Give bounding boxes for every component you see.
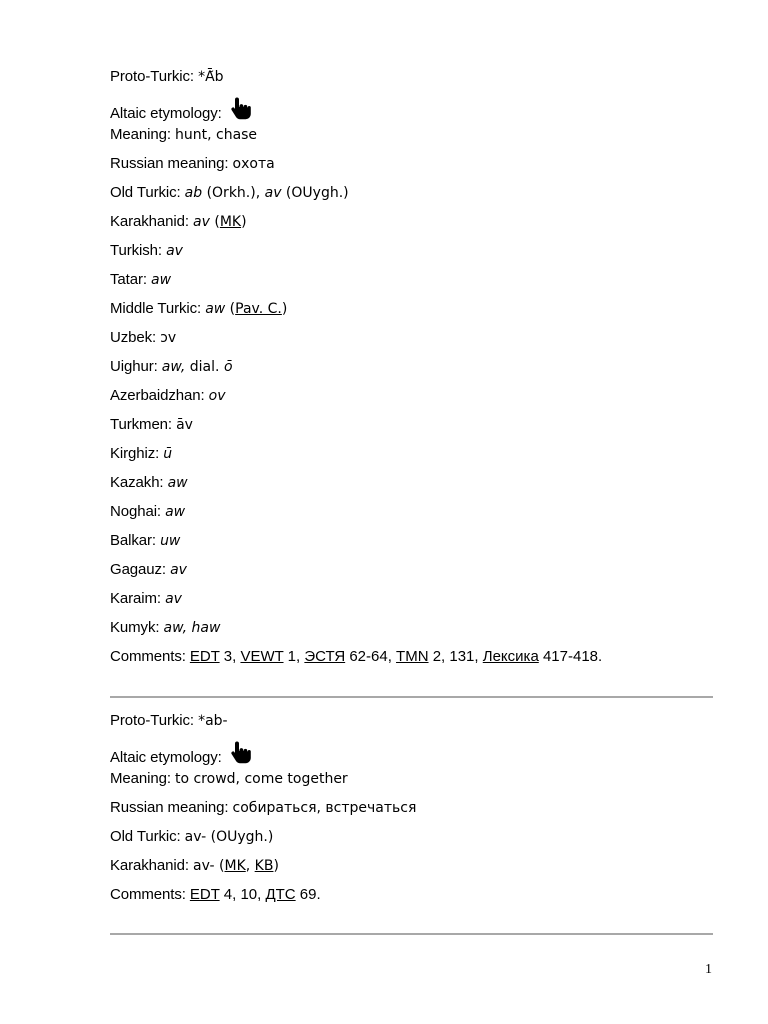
turkmen-value: āv <box>176 417 193 433</box>
turkmen-label: Turkmen: <box>110 416 177 433</box>
comment-text: 4, 10, <box>219 886 266 903</box>
karakhanid-source-link-kb[interactable]: KB <box>254 858 274 874</box>
karakhanid-label: Karakhanid: <box>110 857 194 874</box>
russian-meaning-row <box>110 798 713 827</box>
meaning-label: Meaning: <box>110 770 175 787</box>
tatar-value: aw <box>150 272 172 288</box>
meaning-row <box>110 125 713 154</box>
middle-turkic-paren-open: ( <box>225 301 236 317</box>
old-turkic-label: Old Turkic: <box>110 828 185 845</box>
kirghiz-label: Kirghiz: <box>110 445 164 462</box>
karakhanid-row <box>110 856 713 885</box>
entry-ab-verb <box>110 711 713 914</box>
azerbaidzhan-value: ov <box>208 388 226 404</box>
proto-turkic-value: *Ā̆b <box>198 69 224 85</box>
old-turkic-source-1: (Orkh.), <box>202 185 265 201</box>
azerbaidzhan-row <box>110 386 713 415</box>
russian-meaning-label: Russian meaning: <box>110 799 233 816</box>
noghai-row <box>110 502 713 531</box>
kazakh-row <box>110 473 713 502</box>
karakhanid-form: av <box>193 214 210 230</box>
turkmen-row <box>110 415 713 444</box>
karakhanid-paren-close: ) <box>273 858 279 874</box>
comment-text: 417-418. <box>538 648 603 665</box>
kirghiz-row <box>110 444 713 473</box>
comment-text: 2, 131, <box>428 648 483 665</box>
kumyk-value: aw, haw <box>163 620 221 636</box>
russian-meaning-value: охота <box>232 156 275 172</box>
russian-meaning-value: собираться, встречаться <box>232 800 417 816</box>
karakhanid-source-link-mk[interactable]: MK <box>219 214 242 230</box>
turkish-row <box>110 241 713 270</box>
old-turkic-form-2: av <box>264 185 282 201</box>
comment-link-dts[interactable]: ДТС <box>265 886 296 903</box>
comment-link-edt[interactable]: EDT <box>189 648 220 665</box>
middle-turkic-row <box>110 299 713 328</box>
comments-row <box>110 647 713 676</box>
uzbek-row <box>110 328 713 357</box>
old-turkic-form-1: ab <box>184 185 203 201</box>
altaic-etymology-label: Altaic etymology: <box>110 105 226 122</box>
gagauz-row <box>110 560 713 589</box>
comment-link-leksika[interactable]: Лексика <box>482 648 539 665</box>
uighur-row <box>110 357 713 386</box>
kazakh-value: aw <box>167 475 188 491</box>
kumyk-label: Kumyk: <box>110 619 164 636</box>
page-number: 1 <box>705 962 712 977</box>
turkish-value: av <box>166 243 183 259</box>
middle-turkic-paren-close: ) <box>281 301 288 317</box>
kazakh-label: Kazakh: <box>110 474 168 491</box>
karakhanid-row <box>110 212 713 241</box>
proto-turkic-label: Proto-Turkic: <box>110 68 199 85</box>
entry-divider <box>110 696 713 698</box>
karakhanid-source-link-mk[interactable]: MK <box>224 858 246 874</box>
gagauz-value: av <box>170 562 187 578</box>
middle-turkic-source-link[interactable]: Pav. C. <box>235 301 282 317</box>
altaic-etymology-row <box>110 96 713 125</box>
comments-row <box>110 885 713 914</box>
proto-turkic-row <box>110 67 713 96</box>
tatar-row <box>110 270 713 299</box>
russian-meaning-row <box>110 154 713 183</box>
karakhanid-paren-open: ( <box>209 214 220 230</box>
old-turkic-row <box>110 827 713 856</box>
altaic-etymology-row <box>110 740 713 769</box>
uighur-form-2: ō <box>223 359 233 375</box>
meaning-value: to crowd, come together <box>174 771 348 787</box>
comment-text: 69. <box>295 886 321 903</box>
uzbek-value: ɔv <box>160 330 177 346</box>
proto-turkic-value: *ab- <box>198 713 228 729</box>
meaning-row <box>110 769 713 798</box>
comment-text: 62-64, <box>345 648 397 665</box>
comment-link-estya[interactable]: ЭСТЯ <box>304 648 346 665</box>
uighur-form-1: aw, <box>161 359 186 375</box>
middle-turkic-label: Middle Turkic: <box>110 300 206 317</box>
tatar-label: Tatar: <box>110 271 151 288</box>
comment-text: 3, <box>219 648 241 665</box>
uzbek-label: Uzbek: <box>110 329 161 346</box>
old-turkic-label: Old Turkic: <box>110 184 185 201</box>
pointing-hand-icon[interactable] <box>230 740 252 764</box>
russian-meaning-label: Russian meaning: <box>110 155 233 172</box>
karaim-label: Karaim: <box>110 590 166 607</box>
old-turkic-value: av- (OUygh.) <box>184 829 274 845</box>
old-turkic-row <box>110 183 713 212</box>
noghai-label: Noghai: <box>110 503 166 520</box>
karakhanid-paren-close: ) <box>241 214 247 230</box>
proto-turkic-row <box>110 711 713 740</box>
uighur-label: Uighur: <box>110 358 162 375</box>
comment-link-tmn[interactable]: TMN <box>396 648 429 665</box>
karaim-value: av <box>165 591 182 607</box>
pointing-hand-icon[interactable] <box>230 96 252 120</box>
karakhanid-form: av- ( <box>193 858 225 874</box>
karaim-row <box>110 589 713 618</box>
middle-turkic-form: aw <box>205 301 226 317</box>
meaning-label: Meaning: <box>110 126 175 143</box>
balkar-value: uw <box>160 533 181 549</box>
entry-divider <box>110 933 713 935</box>
uighur-dial-note: dial. <box>185 359 224 375</box>
old-turkic-source-2: (OUygh.) <box>281 185 349 201</box>
proto-turkic-label: Proto-Turkic: <box>110 712 199 729</box>
turkish-label: Turkish: <box>110 242 167 259</box>
comment-link-vewt[interactable]: VEWT <box>240 648 284 665</box>
kirghiz-value: ū <box>163 446 173 462</box>
balkar-row <box>110 531 713 560</box>
karakhanid-separator: , <box>245 858 255 874</box>
comments-label: Comments: <box>110 886 190 903</box>
kumyk-row <box>110 618 713 647</box>
gagauz-label: Gagauz: <box>110 561 171 578</box>
comment-text: 1, <box>283 648 305 665</box>
karakhanid-label: Karakhanid: <box>110 213 194 230</box>
comments-label: Comments: <box>110 648 190 665</box>
meaning-value: hunt, chase <box>174 127 258 143</box>
comment-link-edt[interactable]: EDT <box>189 886 220 903</box>
azerbaidzhan-label: Azerbaidzhan: <box>110 387 209 404</box>
noghai-value: aw <box>165 504 186 520</box>
entry-ab <box>110 67 713 676</box>
altaic-etymology-label: Altaic etymology: <box>110 749 226 766</box>
balkar-label: Balkar: <box>110 532 161 549</box>
